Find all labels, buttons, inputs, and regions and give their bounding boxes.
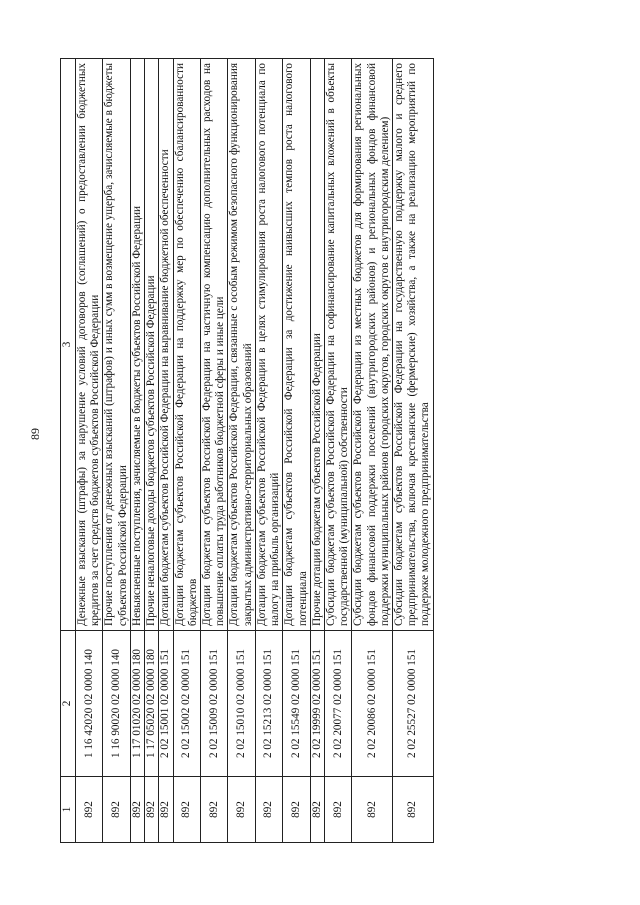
budget-code-cell: 2 02 15010 02 0000 151	[228, 631, 255, 777]
table-row	[324, 59, 351, 843]
table-row	[103, 59, 130, 843]
table-row	[283, 59, 310, 843]
table-row	[393, 59, 434, 843]
budget-code-cell: 2 02 25527 02 0000 151	[393, 631, 434, 777]
table-row	[228, 59, 255, 843]
header-col-3: 3	[61, 59, 76, 631]
table-row	[352, 59, 393, 843]
budget-code-cell: 2 02 20086 02 0000 151	[352, 631, 393, 777]
table-row	[130, 59, 144, 843]
page-number: 89	[28, 428, 42, 440]
admin-code-cell: 892	[130, 777, 144, 843]
table-row	[159, 59, 173, 843]
budget-code-cell: 2 02 15213 02 0000 151	[255, 631, 282, 777]
table-row	[310, 59, 324, 843]
admin-code-cell: 892	[393, 777, 434, 843]
budget-code-cell: 2 02 15009 02 0000 151	[200, 631, 227, 777]
admin-code-cell: 892	[103, 777, 130, 843]
revenue-name-cell: Дотации бюджетам субъектов Российской Федерации за достижение наивысших темпов роста налогового потенциала	[283, 59, 310, 631]
revenue-codes-table	[60, 58, 434, 843]
table-row	[76, 59, 103, 843]
revenue-name-cell: Дотации бюджетам субъектов Российской Федерации на поддержку мер по обеспечению сбалансированности бюджетов	[173, 59, 200, 631]
budget-code-cell: 1 16 42020 02 0000 140	[76, 631, 103, 777]
table-row	[200, 59, 227, 843]
revenue-name-cell: Прочие неналоговые доходы бюджетов субъектов Российской Федерации	[145, 59, 159, 631]
table-row	[145, 59, 159, 843]
admin-code-cell: 892	[159, 777, 173, 843]
revenue-name-cell: Прочие поступления от денежных взысканий (штрафов) и иных сумм в возмещение ущерба, зачисляемые в бюджеты субъектов Российской Федерации	[103, 59, 130, 631]
table-row	[255, 59, 282, 843]
admin-code-cell: 892	[76, 777, 103, 843]
budget-code-cell: 2 02 19999 02 0000 151	[310, 631, 324, 777]
revenue-name-cell: Дотации бюджетам субъектов Российской Федерации на выравнивание бюджетной обеспеченности	[159, 59, 173, 631]
budget-code-cell: 2 02 15002 02 0000 151	[173, 631, 200, 777]
header-col-1: 1	[61, 777, 76, 843]
budget-code-cell: 1 17 01020 02 0000 180	[130, 631, 144, 777]
revenue-name-cell: Денежные взыскания (штрафы) за нарушение условий договоров (соглашений) о предоставлении бюджетных кредитов за счет средств бюджетов субъектов Российской Федерации	[76, 59, 103, 631]
admin-code-cell: 892	[145, 777, 159, 843]
rotated-table-container	[60, 58, 572, 843]
admin-code-cell: 892	[228, 777, 255, 843]
table-row	[173, 59, 200, 843]
budget-code-cell: 2 02 15001 02 0000 151	[159, 631, 173, 777]
admin-code-cell: 892	[255, 777, 282, 843]
admin-code-cell: 892	[310, 777, 324, 843]
admin-code-cell: 892	[173, 777, 200, 843]
budget-code-cell: 2 02 15549 02 0000 151	[283, 631, 310, 777]
revenue-name-cell: Субсидии бюджетам субъектов Российской Федерации на софинансирование капитальных вложений в объекты государственной (муниципальной) собственности	[324, 59, 351, 631]
admin-code-cell: 892	[200, 777, 227, 843]
revenue-name-cell: Субсидии бюджетам субъектов Российской Федерации из местных бюджетов для формирования региональных фондов финансовой поддержки поселений (внутригородских районов) и региональных фондов финансовой поддержки муниципальных районов (городских округов, городских округов с внутригородским делением)	[352, 59, 393, 631]
admin-code-cell: 892	[352, 777, 393, 843]
admin-code-cell: 892	[283, 777, 310, 843]
revenue-name-cell: Субсидии бюджетам субъектов Российской Федерации на государственную поддержку малого и среднего предпринимательства, включая крестьянские (фермерские) хозяйства, а также на реализацию мероприятий по поддержке молодежного предпринимательства	[393, 59, 434, 631]
header-col-2: 2	[61, 631, 76, 777]
admin-code-cell: 892	[324, 777, 351, 843]
revenue-name-cell: Дотации бюджетам субъектов Российской Федерации на частичную компенсацию дополнительных расходов на повышение оплаты труда работников бюджетной сферы и иные цели	[200, 59, 227, 631]
budget-code-cell: 2 02 20077 02 0000 151	[324, 631, 351, 777]
revenue-name-cell: Дотации бюджетам субъектов Российской Федерации, связанные с особым режимом безопасного функционирования закрытых административно-территориальных образований	[228, 59, 255, 631]
table-header-row	[61, 59, 76, 843]
revenue-name-cell: Прочие дотации бюджетам субъектов Российской Федерации	[310, 59, 324, 631]
revenue-name-cell: Невыясненные поступления, зачисляемые в бюджеты субъектов Российской Федерации	[130, 59, 144, 631]
budget-code-cell: 1 16 90020 02 0000 140	[103, 631, 130, 777]
budget-code-cell: 1 17 05020 02 0000 180	[145, 631, 159, 777]
revenue-name-cell: Дотации бюджетам субъектов Российской Федерации в целях стимулирования роста налогового потенциала по налогу на прибыль организаций	[255, 59, 282, 631]
